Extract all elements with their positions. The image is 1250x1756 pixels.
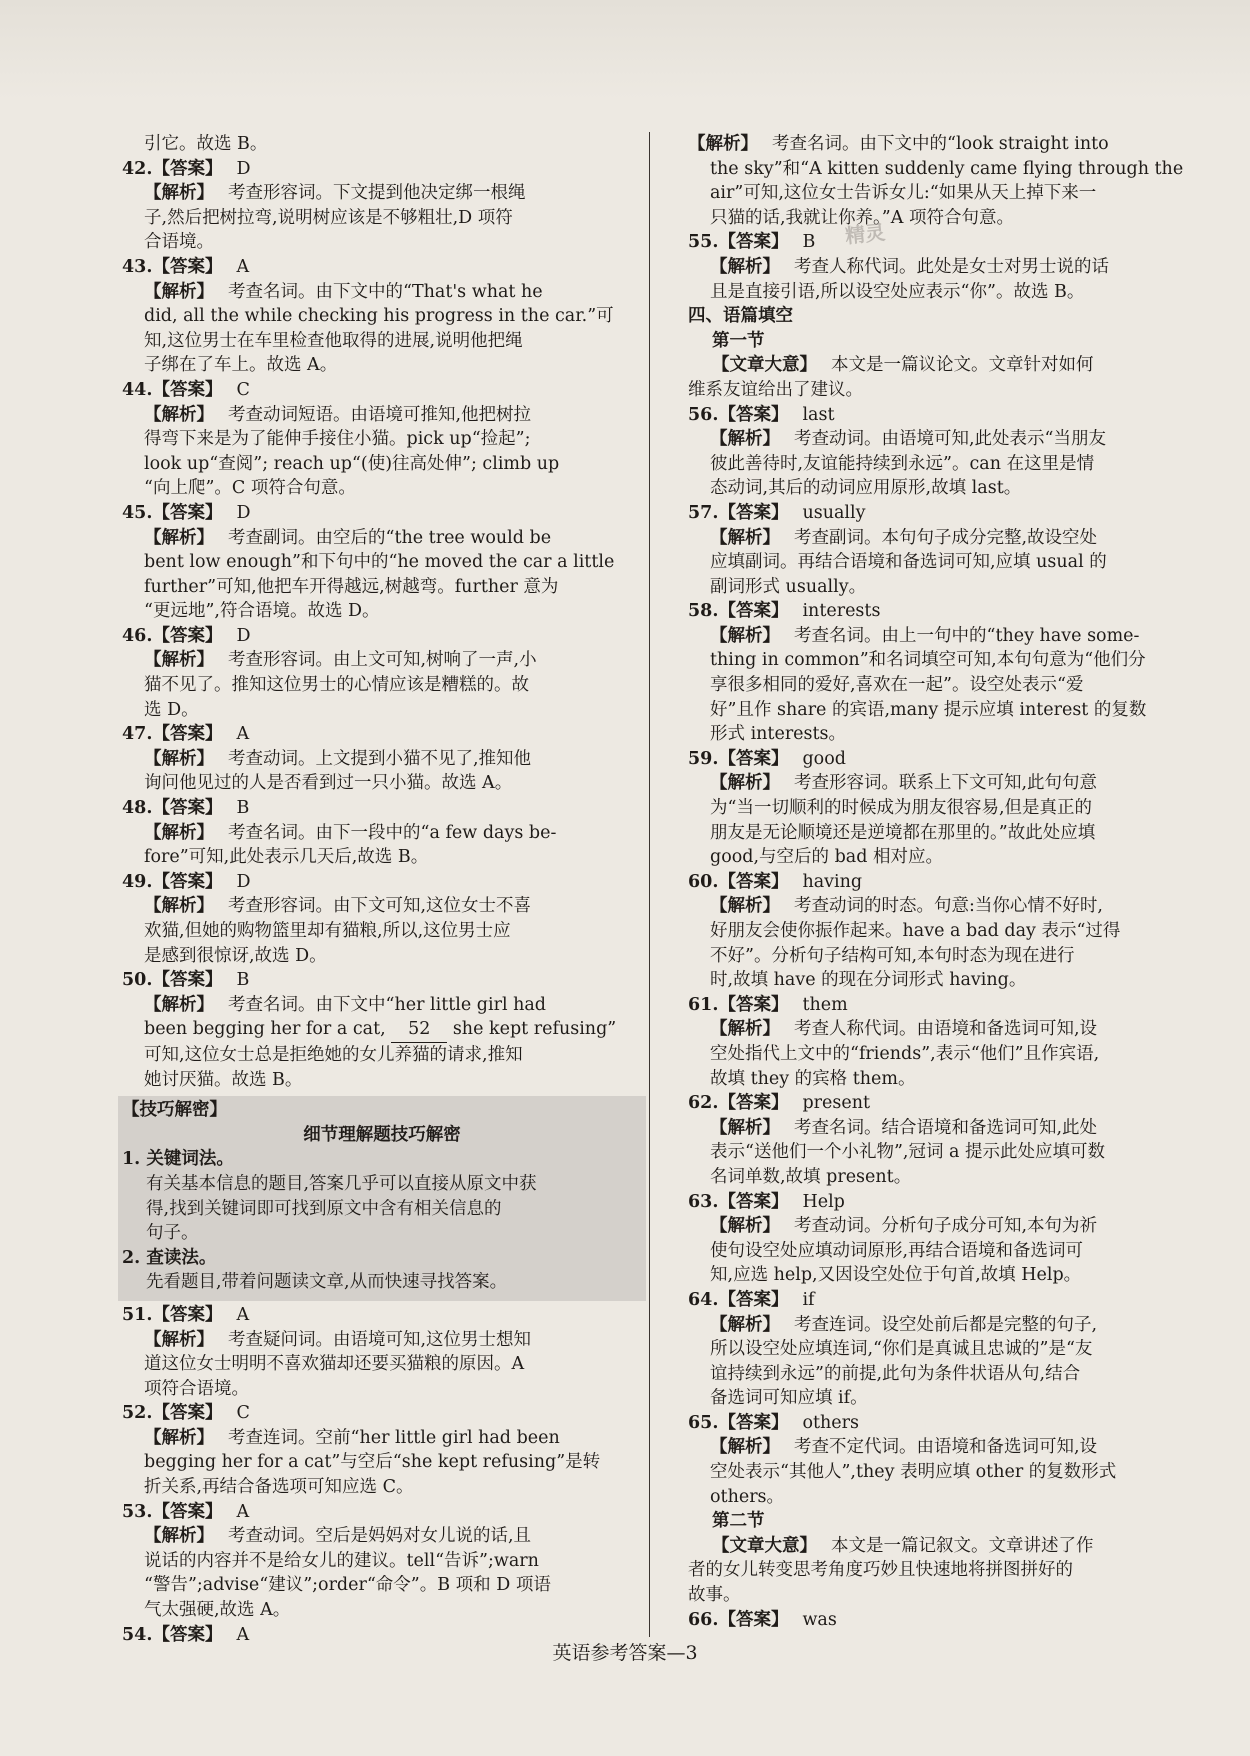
explanation-line — [688, 526, 1173, 551]
answer-value: B — [236, 798, 250, 819]
explanation-label: 【解析】 — [144, 822, 214, 843]
text-line: look up“查阅”; reach up“(使)往高处伸”; climb up — [144, 453, 560, 474]
explanation-line — [688, 132, 1173, 157]
explanation-text: 考查形容词。由上文可知,树响了一声,小 — [228, 650, 537, 671]
answer-label: 【答案】 — [152, 379, 223, 400]
answer-label: 【答案】 — [152, 1501, 223, 1522]
question-number: 60. — [688, 871, 719, 892]
explanation-line — [688, 1214, 1173, 1239]
text-line: 维系友谊给出了建议。 — [688, 379, 863, 400]
answer-label: 【答案】 — [718, 1289, 789, 1310]
explanation-label: 【解析】 — [710, 896, 780, 917]
text-line: 合语境。 — [144, 232, 214, 253]
subsection-heading: 第一节 — [712, 330, 765, 351]
answer-value: was — [802, 1609, 837, 1630]
text-line: 是感到很惊讶,故选 D。 — [144, 945, 327, 966]
explanation-text: 考查人称代词。由语境和备选词可知,设 — [794, 1019, 1098, 1040]
text-after-gap: she kept refusing” — [452, 1019, 617, 1040]
text-line: thing in common”和名词填空可知,本句句意为“他们分 — [710, 650, 1146, 671]
explanation-line — [122, 1524, 637, 1549]
question-number: 44. — [122, 379, 153, 400]
text-line: 故填 they 的宾格 them。 — [710, 1068, 916, 1089]
answer-line — [122, 378, 637, 403]
answer-line — [122, 624, 637, 649]
question-number: 52. — [122, 1403, 153, 1424]
explanation-line — [122, 403, 637, 428]
answer-label: 【答案】 — [152, 502, 223, 523]
text-line: “警告”;advise“建议”;order“命令”。B 项和 D 项语 — [144, 1575, 551, 1596]
text-line: did, all the while checking his progress in the car.”可 — [144, 306, 614, 327]
question-number: 56. — [688, 404, 719, 425]
explanation-label: 【解析】 — [144, 527, 214, 548]
explanation-text: 考查名词。由上一句中的“they have some- — [794, 625, 1140, 646]
question-number: 66. — [688, 1609, 719, 1630]
answer-line — [122, 255, 637, 280]
text-line: 询问他见过的人是否看到过一只小猫。故选 A。 — [144, 773, 513, 794]
left-column — [122, 132, 637, 1647]
explanation-text: 考查连词。设空处前后都是完整的句子, — [794, 1314, 1098, 1335]
answer-label: 【答案】 — [152, 798, 223, 819]
answer-label: 【答案】 — [152, 256, 223, 277]
answer-label: 【答案】 — [152, 158, 223, 179]
answer-line — [122, 1500, 637, 1525]
text-line: 选 D。 — [144, 699, 199, 720]
explanation-text: 考查动词。空后是妈妈对女儿说的话,且 — [228, 1526, 532, 1547]
text-line: 使句设空处应填动词原形,再结合语境和备选词可 — [710, 1240, 1084, 1261]
explanation-text: 考查形容词。联系上下文可知,此句句意 — [794, 773, 1098, 794]
answer-value: last — [802, 404, 835, 425]
question-number: 59. — [688, 748, 719, 769]
answer-value: B — [802, 232, 816, 253]
text-line: further”可知,他把车开得越远,树越弯。further 意为 — [144, 576, 559, 597]
text-line: 且是直接引语,所以设空处应表示“你”。故选 B。 — [710, 281, 1085, 302]
answer-line — [122, 1303, 637, 1328]
text-line: 知,应选 help,又因设空处位于句首,故填 Help。 — [710, 1265, 1082, 1286]
explanation-label: 【解析】 — [710, 1216, 780, 1237]
text-line: 者的女儿转变思考角度巧妙且快速地将拼图拼好的 — [688, 1560, 1073, 1581]
explanation-text: 考查名词。由下文中的“look straight into — [772, 134, 1109, 154]
page-top-edge — [0, 0, 1250, 100]
answer-label: 【答案】 — [718, 748, 789, 769]
text-line: 彼此善待时,友谊能持续到永远”。can 在这里是情 — [710, 453, 1095, 474]
explanation-line — [688, 255, 1173, 280]
explanation-text: 考查不定代词。由语境和备选词可知,设 — [794, 1437, 1098, 1458]
answer-line — [122, 157, 637, 182]
answer-line — [688, 501, 1173, 526]
answer-value: others — [802, 1412, 859, 1433]
explanation-label: 【解析】 — [144, 994, 214, 1015]
tip-text: 句子。 — [146, 1223, 199, 1244]
explanation-line — [122, 993, 637, 1018]
explanation-label: 【解析】 — [710, 429, 780, 450]
text-line: 好”且作 share 的宾语,many 提示应填 interest 的复数 — [710, 699, 1147, 720]
answer-label: 【答案】 — [152, 1304, 223, 1325]
text-line: 子绑在了车上。故选 A。 — [144, 355, 338, 376]
text-line: good,与空后的 bad 相对应。 — [710, 847, 944, 868]
answer-value: A — [236, 256, 250, 277]
answer-label: 【答案】 — [152, 1403, 223, 1424]
explanation-line — [688, 771, 1173, 796]
text-line: 知,这位男士在车里检查他取得的进展,说明他把绳 — [144, 330, 523, 351]
explanation-label: 【解析】 — [144, 1427, 214, 1448]
question-number: 50. — [122, 970, 153, 991]
tip-box-title: 细节理解题技巧解密 — [303, 1124, 461, 1145]
text-line: 猫不见了。推知这位男士的心情应该是糟糕的。故 — [144, 675, 529, 696]
answer-value: D — [236, 502, 251, 523]
stamp-mark: 精灵 — [844, 219, 887, 249]
explanation-label: 【解析】 — [710, 1437, 780, 1458]
tip-box — [118, 1096, 646, 1301]
question-number: 64. — [688, 1289, 719, 1310]
explanation-text: 考查名词。结合语境和备选词可知,此处 — [794, 1117, 1098, 1138]
explanation-label: 【解析】 — [144, 183, 214, 204]
question-number: 51. — [122, 1304, 153, 1325]
answer-label: 【答案】 — [718, 1093, 789, 1114]
summary-line — [688, 353, 1173, 378]
answer-label: 【答案】 — [718, 994, 789, 1015]
right-column — [688, 132, 1184, 1632]
explanation-line — [688, 624, 1173, 649]
explanation-line — [122, 648, 637, 673]
explanation-line — [122, 280, 637, 305]
answer-line — [122, 722, 637, 747]
text-line: 道这位女士明明不喜欢猫却还要买猫粮的原因。A — [144, 1354, 525, 1375]
answer-value: B — [236, 970, 250, 991]
answer-value: present — [802, 1093, 871, 1114]
explanation-text: 考查名词。由下文中的“That's what he — [228, 281, 543, 302]
explanation-text: 考查形容词。下文提到他决定绑一根绳 — [228, 183, 526, 204]
question-number: 43. — [122, 256, 153, 277]
explanation-label: 【解析】 — [144, 1329, 214, 1350]
explanation-text: 考查动词。上文提到小猫不见了,推知他 — [228, 748, 532, 769]
explanation-line — [688, 894, 1173, 919]
text-line: 谊持续到永远”的前提,此句为条件状语从句,结合 — [710, 1363, 1081, 1384]
explanation-line — [688, 427, 1173, 452]
explanation-label: 【解析】 — [710, 256, 780, 277]
answer-label: 【答案】 — [718, 232, 789, 253]
tip-text: 有关基本信息的题目,答案几乎可以直接从原文中获 — [146, 1173, 537, 1194]
answer-value: good — [802, 748, 846, 769]
explanation-line — [688, 1116, 1173, 1141]
explanation-line — [688, 1435, 1173, 1460]
answer-value: A — [236, 1501, 250, 1522]
tip-text: 先看题目,带着问题读文章,从而快速寻找答案。 — [146, 1272, 508, 1293]
text-line: 副词形式 usually。 — [710, 576, 867, 597]
text-line: 欢猫,但她的购物篮里却有猫粮,所以,这位男士应 — [144, 921, 511, 941]
answer-line — [122, 796, 637, 821]
explanation-line — [122, 526, 637, 551]
explanation-text: 考查副词。本句句子成分完整,故设空处 — [794, 527, 1098, 548]
text-line: 不好”。分析句子结构可知,本句时态为现在进行 — [710, 945, 1075, 966]
question-number: 54. — [122, 1624, 153, 1645]
question-number: 42. — [122, 158, 153, 179]
text-line: the sky”和“A kitten suddenly came flying through the — [710, 158, 1184, 179]
subsection-heading: 第二节 — [712, 1511, 765, 1532]
answer-value: them — [802, 994, 848, 1015]
question-number: 65. — [688, 1412, 719, 1433]
answer-label: 【答案】 — [152, 871, 223, 892]
explanation-label: 【解析】 — [144, 896, 214, 917]
answer-label: 【答案】 — [152, 625, 223, 646]
text-line: 所以设空处应填连词,“你们是真诚且忠诚的”是“友 — [710, 1339, 1093, 1360]
question-number: 55. — [688, 232, 719, 253]
blank-number: 52 — [391, 1017, 447, 1043]
text-line: fore”可知,此处表示几天后,故选 B。 — [144, 847, 429, 868]
explanation-text: 考查名词。由下一段中的“a few days be- — [228, 822, 557, 843]
answer-line — [122, 1401, 637, 1426]
text-line: 气太强硬,故选 A。 — [144, 1600, 291, 1621]
text-line: 空处指代上文中的“friends”,表示“他们”且作宾语, — [710, 1043, 1100, 1064]
answer-line — [122, 968, 637, 993]
answer-label: 【答案】 — [718, 404, 789, 425]
text-line: begging her for a cat”与空后“she kept refusing”是转 — [144, 1452, 601, 1473]
answer-line — [122, 501, 637, 526]
explanation-line — [122, 1426, 637, 1451]
text-line: 为“当一切顺利的时候成为朋友很容易,但是真正的 — [710, 798, 1093, 819]
explanation-line — [122, 894, 637, 919]
text-line: 可知,这位女士总是拒绝她的女儿养猫的请求,推知 — [144, 1044, 523, 1065]
explanation-label: 【解析】 — [144, 404, 214, 425]
explanation-text: 考查动词。分析句子成分可知,本句为祈 — [794, 1216, 1098, 1237]
explanation-text: 考查疑问词。由语境可知,这位男士想知 — [228, 1329, 532, 1350]
text-line: 引它。故选 B。 — [144, 134, 268, 154]
text-line: 只猫的话,我就让你养。”A 项符合句意。 — [710, 207, 1014, 228]
text-before-gap: been begging her for a cat, — [144, 1019, 386, 1040]
text-line: 子,然后把树拉弯,说明树应该是不够粗壮,D 项符 — [144, 207, 513, 228]
explanation-text: 考查动词。由语境可知,此处表示“当朋友 — [794, 429, 1107, 450]
text-line: 形式 interests。 — [710, 724, 847, 745]
text-line: 备选词可知应填 if。 — [710, 1388, 868, 1409]
text-line: 享很多相同的爱好,喜欢在一起”。设空处表示“爱 — [710, 675, 1084, 696]
section-heading: 四、语篇填空 — [688, 306, 793, 327]
explanation-line — [122, 1328, 637, 1353]
explanation-label: 【解析】 — [710, 1019, 780, 1040]
answer-value: having — [802, 871, 863, 892]
answer-label: 【答案】 — [718, 601, 789, 622]
question-number: 49. — [122, 871, 153, 892]
explanation-text: 考查动词的时态。句意:当你心情不好时, — [794, 896, 1103, 917]
question-number: 46. — [122, 625, 153, 646]
tip-text: 得,找到关键词即可找到原文中含有相关信息的 — [146, 1198, 502, 1219]
answer-line — [688, 1288, 1173, 1313]
answer-label: 【答案】 — [718, 1191, 789, 1212]
explanation-label: 【解析】 — [710, 773, 780, 794]
answer-value: A — [236, 1624, 250, 1645]
summary-line — [688, 1534, 1173, 1559]
text-line: others。 — [710, 1486, 785, 1507]
answer-line — [688, 1608, 1173, 1633]
text-line: bent low enough”和下句中的“he moved the car a little — [144, 552, 615, 573]
text-line: 应填副词。再结合语境和备选词可知,应填 usual 的 — [710, 552, 1107, 573]
explanation-label: 【解析】 — [710, 625, 780, 646]
text-line: “更远地”,符合语境。故选 D。 — [144, 601, 380, 622]
explanation-label: 【解析】 — [710, 1117, 780, 1138]
answer-value: C — [236, 1403, 250, 1424]
column-divider — [649, 132, 650, 1637]
explanation-line — [122, 747, 637, 772]
explanation-label: 【解析】 — [710, 1314, 780, 1335]
question-number: 63. — [688, 1191, 719, 1212]
explanation-label: 【解析】 — [144, 650, 214, 671]
text-line: air”可知,这位女士告诉女儿:“如果从天上掉下来一 — [710, 183, 1097, 204]
tip-heading: 2. 查读法。 — [122, 1247, 217, 1268]
summary-text: 本文是一篇议论文。文章针对如何 — [831, 355, 1094, 376]
explanation-line — [688, 1313, 1173, 1338]
answer-line — [688, 599, 1173, 624]
explanation-line — [688, 1017, 1173, 1042]
question-number: 47. — [122, 724, 153, 745]
explanation-label: 【解析】 — [144, 281, 214, 302]
explanation-text: 考查人称代词。此处是女士对男士说的话 — [794, 256, 1109, 277]
explanation-label: 【解析】 — [688, 134, 758, 154]
answer-label: 【答案】 — [718, 1412, 789, 1433]
question-number: 62. — [688, 1093, 719, 1114]
answer-label: 【答案】 — [718, 871, 789, 892]
answer-value: C — [236, 379, 250, 400]
text-line: 朋友是无论顺境还是逆境都在那里的。”故此处应填 — [710, 822, 1096, 843]
text-line: 空处表示“其他人”,they 表明应填 other 的复数形式 — [710, 1462, 1117, 1483]
answer-value: A — [236, 724, 250, 745]
text-line: 故事。 — [688, 1585, 741, 1606]
answer-line — [688, 1190, 1173, 1215]
gap-line — [122, 1017, 637, 1043]
summary-label: 【文章大意】 — [712, 355, 817, 376]
answer-label: 【答案】 — [152, 1624, 223, 1645]
tip-heading: 1. 关键词法。 — [122, 1149, 234, 1170]
explanation-label: 【解析】 — [144, 1526, 214, 1547]
text-line: 好朋友会使你振作起来。have a bad day 表示“过得 — [710, 921, 1121, 941]
answer-value: interests — [802, 601, 881, 622]
explanation-text: 考查形容词。由下文可知,这位女士不喜 — [228, 896, 532, 917]
answer-value: usually — [802, 502, 866, 523]
answer-value: Help — [802, 1191, 845, 1212]
answer-line — [688, 747, 1173, 772]
text-line: 表示“送他们一个小礼物”,冠词 a 提示此处应填可数 — [710, 1142, 1106, 1163]
text-line: 项符合语境。 — [144, 1378, 249, 1399]
text-line: 折关系,再结合备选项可知应选 C。 — [144, 1477, 414, 1498]
answer-line — [688, 403, 1173, 428]
page-footer: 英语参考答案—3 — [552, 1642, 698, 1664]
explanation-text: 考查动词短语。由语境可推知,他把树拉 — [228, 404, 532, 425]
answer-value: if — [802, 1289, 815, 1310]
question-number: 58. — [688, 601, 719, 622]
text-line: 时,故填 have 的现在分词形式 having。 — [710, 970, 1027, 991]
answer-line — [688, 1091, 1173, 1116]
answer-value: D — [236, 625, 251, 646]
answer-label: 【答案】 — [718, 502, 789, 523]
answer-value: D — [236, 158, 251, 179]
explanation-label: 【解析】 — [144, 748, 214, 769]
summary-text: 本文是一篇记叙文。文章讲述了作 — [831, 1535, 1094, 1556]
answer-value: A — [236, 1304, 250, 1325]
text-line: 名词单数,故填 present。 — [710, 1166, 912, 1187]
question-number: 53. — [122, 1501, 153, 1522]
summary-label: 【文章大意】 — [712, 1535, 817, 1556]
text-line: 得弯下来是为了能伸手接住小猫。pick up“捡起”; — [144, 429, 531, 450]
explanation-text: 考查名词。由下文中“her little girl had — [228, 994, 547, 1015]
explanation-text: 考查副词。由空后的“the tree would be — [228, 527, 552, 548]
explanation-label: 【解析】 — [710, 527, 780, 548]
answer-line — [688, 230, 1173, 255]
answer-line — [688, 1411, 1173, 1436]
answer-label: 【答案】 — [718, 1609, 789, 1630]
answer-line — [122, 870, 637, 895]
answer-line — [688, 870, 1173, 895]
question-number: 45. — [122, 502, 153, 523]
text-line: 她讨厌猫。故选 B。 — [144, 1069, 303, 1090]
answer-label: 【答案】 — [152, 970, 223, 991]
tip-box-tag: 【技巧解密】 — [122, 1100, 227, 1121]
answer-label: 【答案】 — [152, 724, 223, 745]
question-number: 61. — [688, 994, 719, 1015]
text-line: “向上爬”。C 项符合句意。 — [144, 478, 356, 499]
explanation-line — [122, 181, 637, 206]
text-line: 说话的内容并不是给女儿的建议。tell“告诉”;warn — [144, 1550, 539, 1571]
question-number: 48. — [122, 798, 153, 819]
question-number: 57. — [688, 502, 719, 523]
text-line: 态动词,其后的动词应用原形,故填 last。 — [710, 478, 1022, 499]
answer-value: D — [236, 871, 251, 892]
answer-line — [688, 993, 1173, 1018]
explanation-line — [122, 821, 637, 846]
explanation-text: 考查连词。空前“her little girl had been — [228, 1427, 560, 1448]
